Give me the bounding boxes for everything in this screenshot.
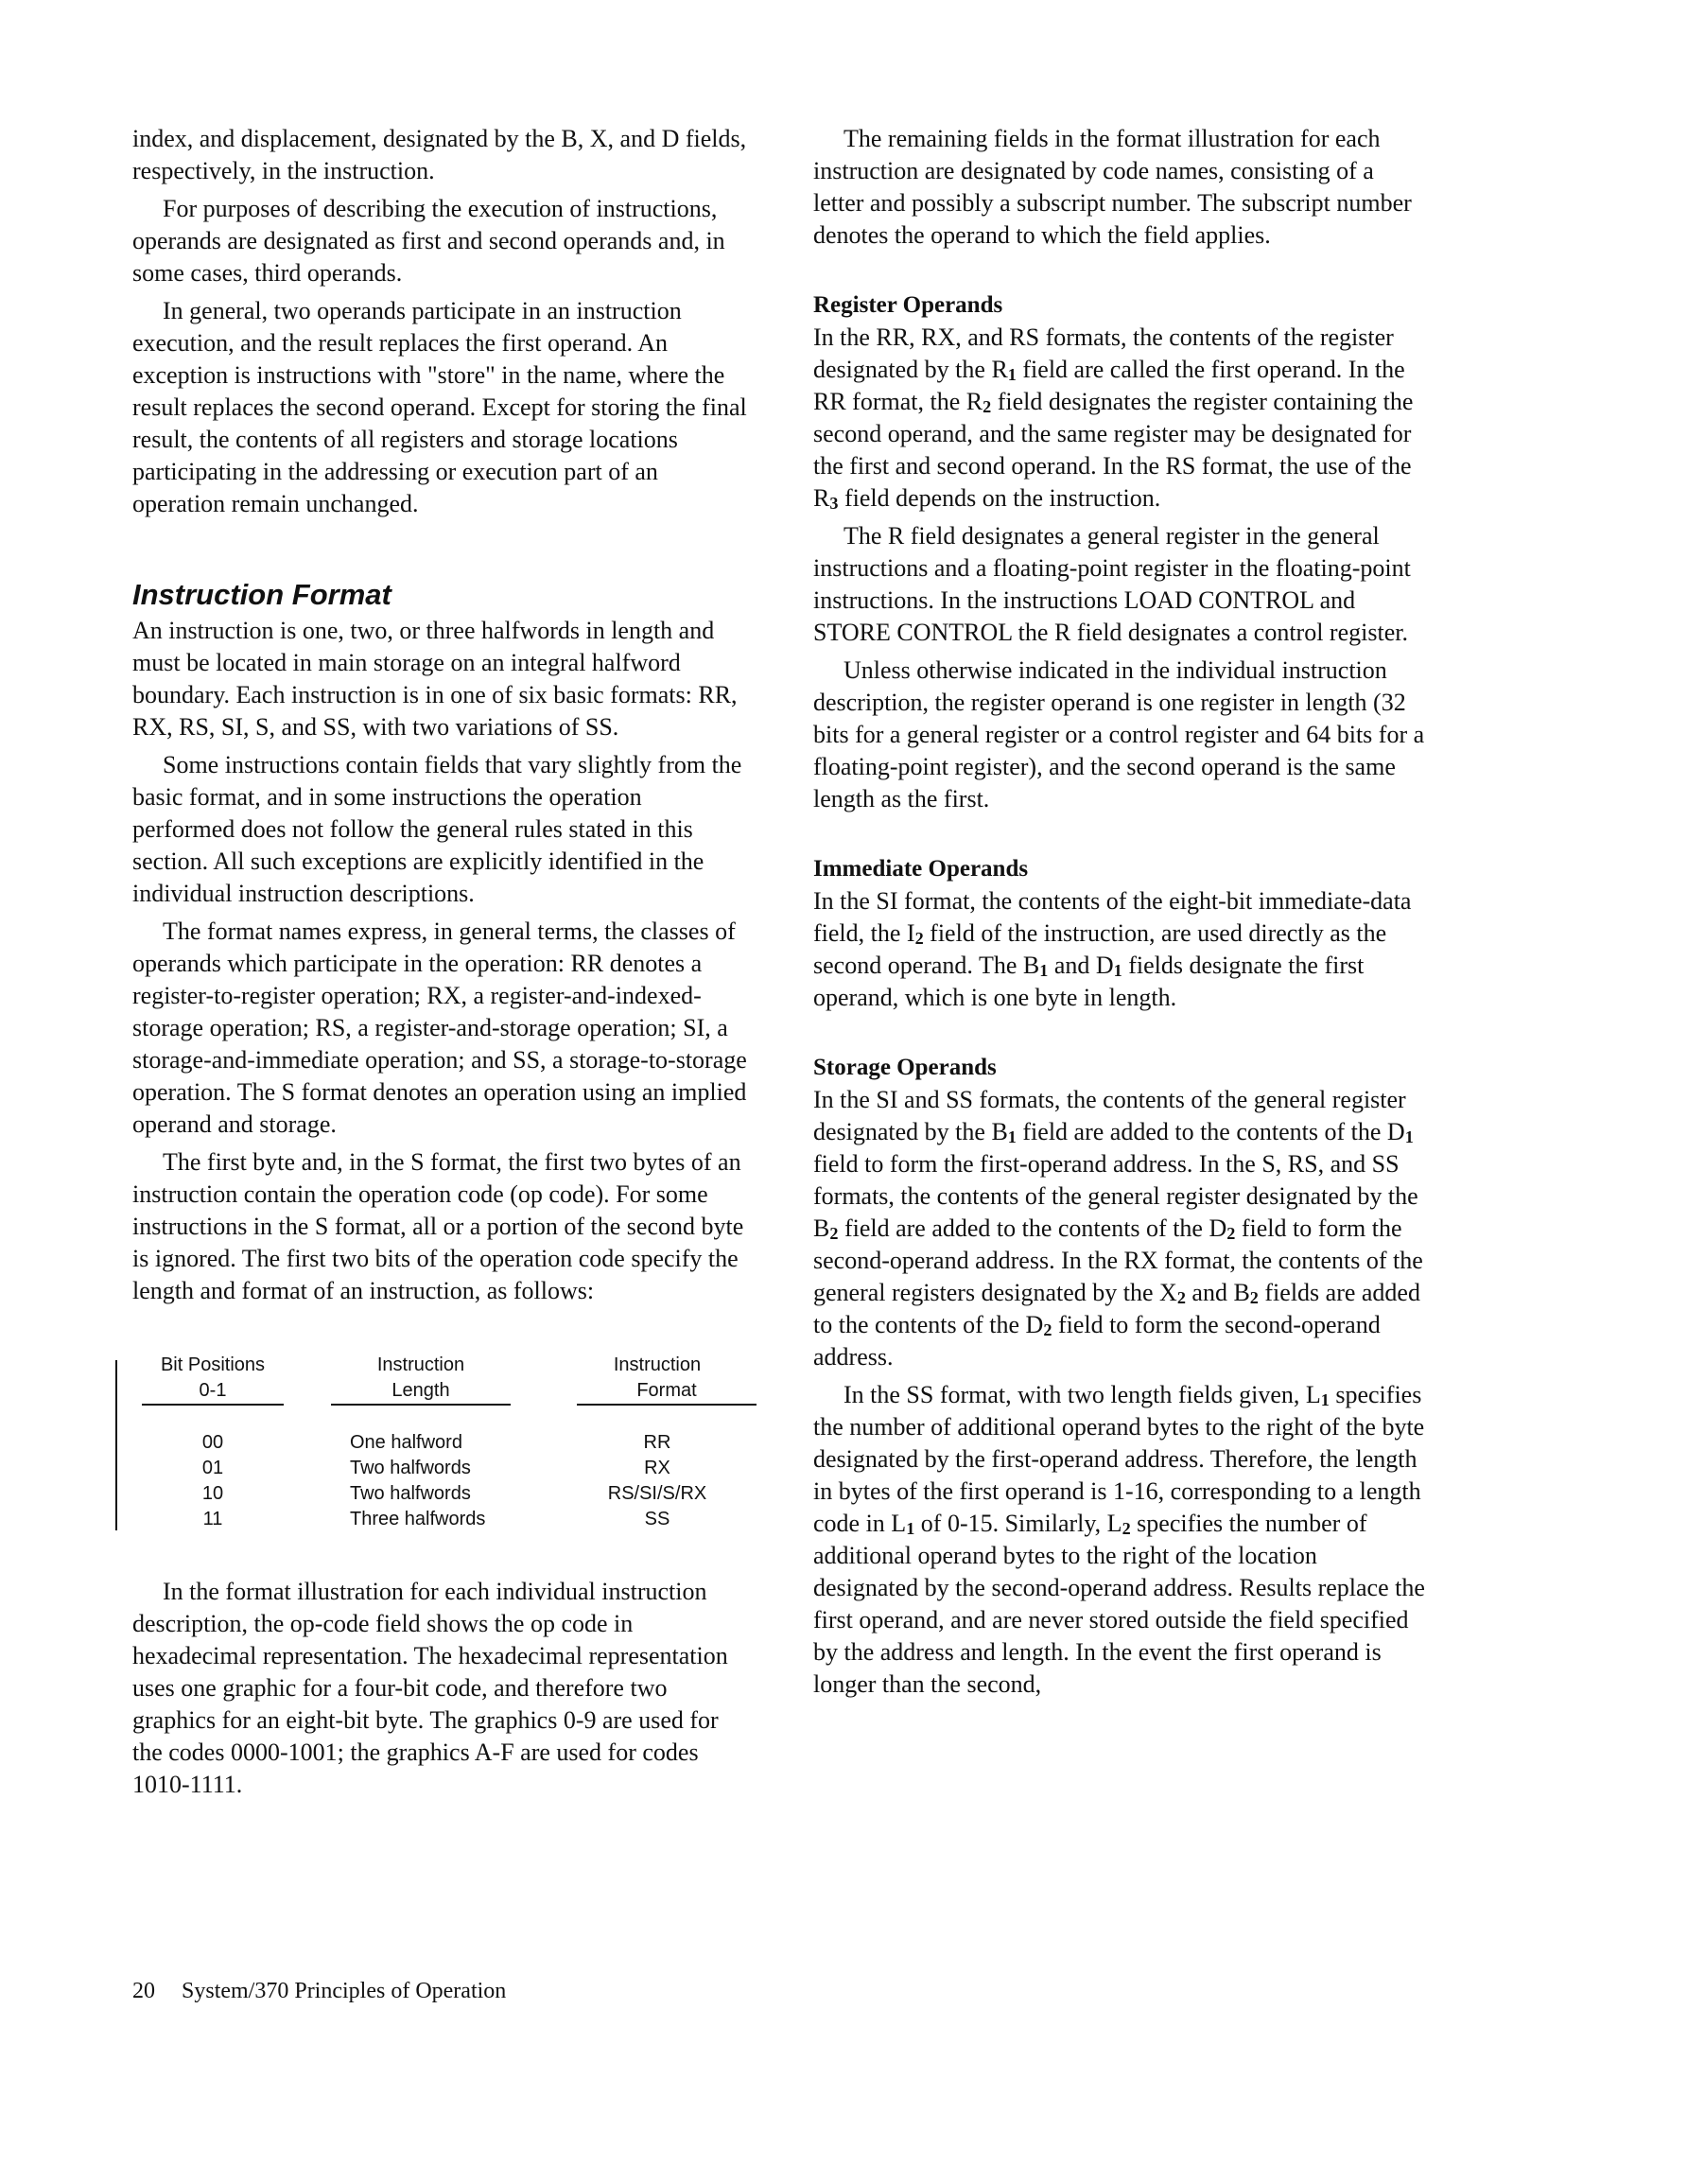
- table-cell-length: Three halfwords: [350, 1509, 486, 1529]
- table-cell-format: RR: [643, 1432, 671, 1453]
- paragraph: An instruction is one, two, or three halfwords in length and must be located in main storage on an integral halfword boundary. Each instruction is in one of six basic formats: RR, RX, RS, SI, S, and SS, with two variations of SS.: [132, 617, 738, 741]
- paragraph: In the format illustration for each individual instruction description, the op-code field shows the op code in hexadecimal representation. The hexadecimal representation uses one graphic for a four-bit code, and therefore two graphics for an eight-bit byte. The graphics 0-9 are used for the codes 0000-1001; the graphics A-F are used for codes 1010-1111.: [132, 1578, 728, 1798]
- paragraph: Some instructions contain fields that vary slightly from the basic format, and in some instructions the operation performed does not follow the general rules stated in this section. All such exceptions are explicitly identified in the individual instruction descriptions.: [132, 751, 742, 907]
- header-text: Format: [577, 1378, 757, 1406]
- paragraph-storage-operands: In the SI and SS formats, the contents of the general register designated by the $B_1$ field are added to the contents of the $D_1$ field to form the first-operand address. In the S, RS, and SS formats, the contents of the general register designated by the $B_2$ field are added to the contents of the $D_2$ field to form the second-operand address. In the RX format, the contents of the general registers designated by the $X_2$ and $B_2$ fields are added to the contents of the $D_2$ field to form the second-operand address.: [813, 1086, 1423, 1371]
- paragraph: The remaining fields in the format illustration for each instruction are designated by code names, consisting of a letter and possibly a subscript number. The subscript number denotes the operand to which the field applies.: [813, 125, 1412, 249]
- header-text: 0-1: [142, 1378, 284, 1406]
- paragraph: The R field designates a general register in the general instructions and a floating-point register in the floating-point instructions. In the instructions LOAD CONTROL and STORE CONTROL the R field designates a control register.: [813, 522, 1411, 646]
- table-cell-bits: 01: [201, 1458, 224, 1478]
- table-margin-bar: [115, 1360, 117, 1530]
- paragraph-ss-format: In the SS format, with two length fields given, $L_1$ specifies the number of additional operand bytes to the right of the byte designated by the first-operand address. Therefore, the length in bytes of the first operand is 1-16, corresponding to a length code in $L_1$ of 0-15. Similarly, $L_2$ specifies the number of additional operand bytes to the right of the location designated by the second-operand address. Results replace the first operand, and are never stored outside the field specified by the address and length. In the event the first operand is longer than the second,: [813, 1381, 1425, 1698]
- document-title: System/370 Principles of Operation: [182, 1979, 507, 2003]
- section-title: Instruction Format: [132, 578, 391, 611]
- table-header-bit-positions: [132, 1353, 293, 1406]
- header-text: Instruction: [613, 1354, 702, 1375]
- subsection-title-storage-operands: Storage Operands: [813, 1055, 997, 1080]
- table-cell-format: SS: [644, 1509, 670, 1529]
- table-cell-bits: 11: [202, 1509, 223, 1529]
- header-text: Length: [331, 1378, 511, 1406]
- table-cell-format: RX: [644, 1458, 670, 1478]
- subsection-title-immediate-operands: Immediate Operands: [813, 856, 1029, 882]
- table-cell-length: Two halfwords: [350, 1458, 471, 1478]
- left-column: [132, 123, 747, 1807]
- page-footer: [132, 1977, 506, 2005]
- table-cell-bits: 10: [201, 1483, 224, 1504]
- paragraph: The first byte and, in the S format, the first two bytes of an instruction contain the operation code (op code). For some instructions in the S format, all or a portion of the second byte is ignored. The first two bits of the operation code specify the length and format of an instruction, as follows:: [132, 1148, 744, 1304]
- table-header-instruction-format: [577, 1353, 738, 1406]
- paragraph-immediate-operands: In the SI format, the contents of the eight-bit immediate-data field, the $I_2$ field of the instruction, are used directly as the second operand. The $B_1$ and $D_1$ fields designate the first operand, which is one byte in length.: [813, 887, 1412, 1011]
- table-cell-length: One halfword: [350, 1432, 462, 1453]
- header-text: Instruction: [376, 1354, 465, 1375]
- paragraph: Unless otherwise indicated in the individual instruction description, the register operand is one register in length (32 bits for a general register or a control register and 64 bits for a floating-point register), and the second operand is the same length as the first.: [813, 656, 1425, 812]
- table-header-instruction-length: [331, 1353, 511, 1406]
- paragraph: For purposes of describing the execution of instructions, operands are designated as first and second operands and, in some cases, third operands.: [132, 195, 725, 287]
- paragraph-register-operands: In the RR, RX, and RS formats, the contents of the register designated by the $R_1$ field are called the first operand. In the RR format, the $R_2$ field designates the register containing the second operand, and the same register may be designated for the first and second operand. In the RS format, the use of the $R_3$ field depends on the instruction.: [813, 323, 1414, 513]
- paragraph: The format names express, in general terms, the classes of operands which participate in the operation: RR denotes a register-to-register operation; RX, a register-and-indexed-storage operation; RS, a register-and-storage operation; SI, a storage-and-immediate operation; and SS, a storage-to-storage operation. The S format denotes an operation using an implied operand and storage.: [132, 917, 747, 1138]
- subsection-title-register-operands: Register Operands: [813, 292, 1003, 318]
- table-cell-bits: 00: [201, 1432, 224, 1453]
- table-cell-format: RS/SI/S/RX: [607, 1483, 707, 1504]
- page-number: 20: [132, 1979, 155, 2003]
- table-cell-length: Two halfwords: [350, 1483, 471, 1504]
- header-text: Bit Positions: [160, 1354, 266, 1375]
- instruction-format-table: [132, 1353, 747, 1542]
- paragraph: index, and displacement, designated by the B, X, and D fields, respectively, in the instruction.: [132, 125, 747, 184]
- right-column: [813, 123, 1428, 1706]
- paragraph: In general, two operands participate in an instruction execution, and the result replaces the first operand. An exception is instructions with "store" in the name, where the result replaces the second operand. Except for storing the final result, the contents of all registers and storage locations participating in the addressing or execution part of an operation remain unchanged.: [132, 297, 747, 517]
